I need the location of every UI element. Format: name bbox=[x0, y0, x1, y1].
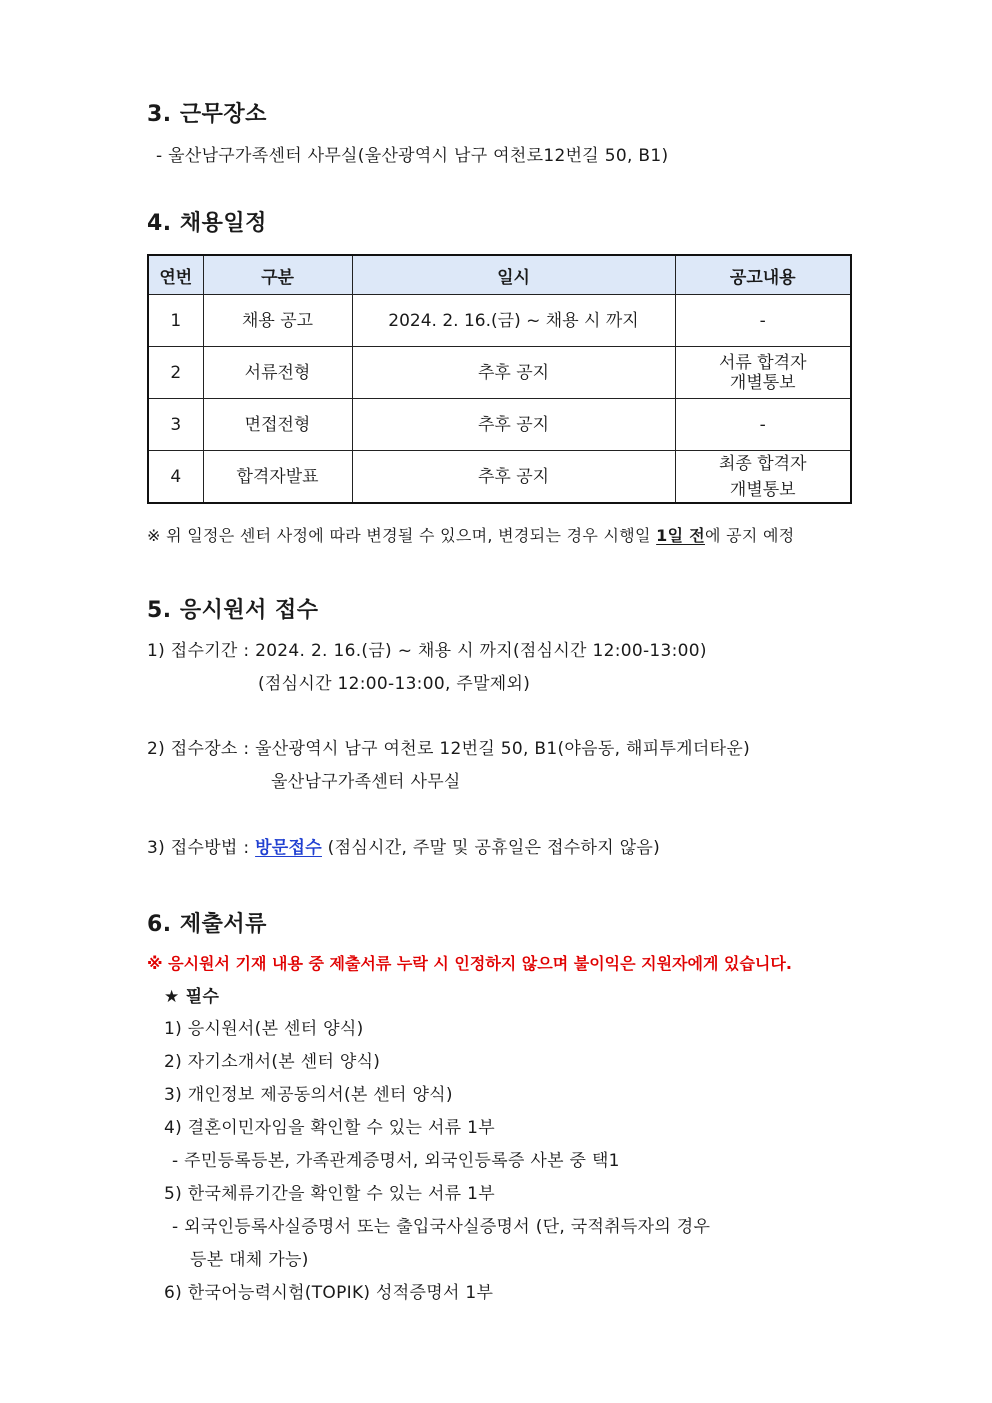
header-type: 구분 bbox=[203, 255, 352, 295]
cell-type: 서류전형 bbox=[203, 347, 352, 399]
method-prefix: 3) 접수방법 : bbox=[147, 838, 256, 858]
list-item: 5) 한국체류기간을 확인할 수 있는 서류 1부 bbox=[164, 1184, 495, 1204]
list-item: 4) 결혼이민자임을 확인할 수 있는 서류 1부 bbox=[164, 1118, 495, 1138]
cell-no: 3 bbox=[148, 399, 203, 451]
cell-notice bbox=[675, 347, 851, 399]
cell-notice bbox=[675, 295, 851, 347]
cell-notice-line1: 서류 합격자 bbox=[718, 352, 807, 373]
method-line bbox=[147, 833, 660, 858]
list-item: - 외국인등록사실증명서 또는 출입국사실증명서 (단, 국적취득자의 경우 bbox=[172, 1217, 711, 1237]
cell-type: 채용 공고 bbox=[203, 295, 352, 347]
cell-date: 2024. 2. 16.(금) ~ 채용 시 까지 bbox=[352, 295, 675, 347]
list-item: 3) 개인정보 제공동의서(본 센터 양식) bbox=[164, 1085, 453, 1105]
schedule-note-suffix: 에 공지 예정 bbox=[704, 526, 795, 545]
list-item: 1) 응시원서(본 센터 양식) bbox=[164, 1019, 364, 1039]
section6-heading: 6. 제출서류 bbox=[147, 912, 267, 937]
list-item: - 주민등록등본, 가족관계증명서, 외국인등록증 사본 중 택1 bbox=[172, 1151, 620, 1171]
header-no: 연번 bbox=[148, 255, 203, 295]
table-row bbox=[148, 347, 851, 399]
cell-date: 추후 공지 bbox=[352, 347, 675, 399]
required-label: ★ 필수 bbox=[164, 987, 220, 1007]
section4-heading: 4. 채용일정 bbox=[147, 211, 267, 236]
cell-notice bbox=[675, 399, 851, 451]
method-emph: 방문접수 bbox=[255, 838, 322, 858]
table-header-row bbox=[148, 255, 851, 295]
table-row bbox=[148, 451, 851, 504]
schedule-note-emph: 1일 전 bbox=[656, 526, 705, 545]
place-line1: 2) 접수장소 : 울산광역시 남구 여천로 12번길 50, B1(야음동, 해피투게더타운) bbox=[147, 739, 750, 759]
cell-date: 추후 공지 bbox=[352, 451, 675, 504]
submission-warning: ※ 응시원서 기재 내용 중 제출서류 누락 시 인정하지 않으며 불이익은 지원자에게 있습니다. bbox=[147, 954, 792, 973]
cell-no: 4 bbox=[148, 451, 203, 504]
cell-no: 1 bbox=[148, 295, 203, 347]
list-item: 2) 자기소개서(본 센터 양식) bbox=[164, 1052, 381, 1072]
place-line2: 울산남구가족센터 사무실 bbox=[271, 772, 461, 792]
cell-notice-line1: - bbox=[759, 414, 766, 435]
cell-no: 2 bbox=[148, 347, 203, 399]
section3-heading: 3. 근무장소 bbox=[147, 102, 267, 127]
header-date: 일시 bbox=[352, 255, 675, 295]
list-item: 6) 한국어능력시험(TOPIK) 성적증명서 1부 bbox=[164, 1283, 494, 1303]
method-suffix: (점심시간, 주말 및 공휴일은 접수하지 않음) bbox=[321, 838, 661, 858]
table-row bbox=[148, 399, 851, 451]
header-notice: 공고내용 bbox=[675, 255, 851, 295]
cell-notice-line1: - bbox=[759, 310, 766, 331]
list-item: 등본 대체 가능) bbox=[190, 1250, 309, 1270]
cell-type: 면접전형 bbox=[203, 399, 352, 451]
period-line2: (점심시간 12:00-13:00, 주말제외) bbox=[258, 674, 531, 694]
cell-notice-line2: 개별통보 bbox=[729, 372, 796, 393]
period-line1: 1) 접수기간 : 2024. 2. 16.(금) ~ 채용 시 까지(점심시간 12:00-13:00) bbox=[147, 641, 707, 661]
table-row bbox=[148, 295, 851, 347]
section3-workplace: - 울산남구가족센터 사무실(울산광역시 남구 여천로12번길 50, B1) bbox=[156, 146, 669, 166]
schedule-table bbox=[147, 254, 852, 504]
cell-type: 합격자발표 bbox=[203, 451, 352, 504]
cell-notice-line1: 최종 합격자 bbox=[718, 453, 807, 474]
schedule-note-prefix: ※ 위 일정은 센터 사정에 따라 변경될 수 있으며, 변경되는 경우 시행일 bbox=[147, 526, 657, 545]
section5-heading: 5. 응시원서 접수 bbox=[147, 598, 319, 623]
cell-date: 추후 공지 bbox=[352, 399, 675, 451]
cell-notice-line2: 개별통보 bbox=[729, 479, 796, 500]
schedule-note bbox=[147, 523, 795, 546]
cell-notice bbox=[675, 451, 851, 504]
